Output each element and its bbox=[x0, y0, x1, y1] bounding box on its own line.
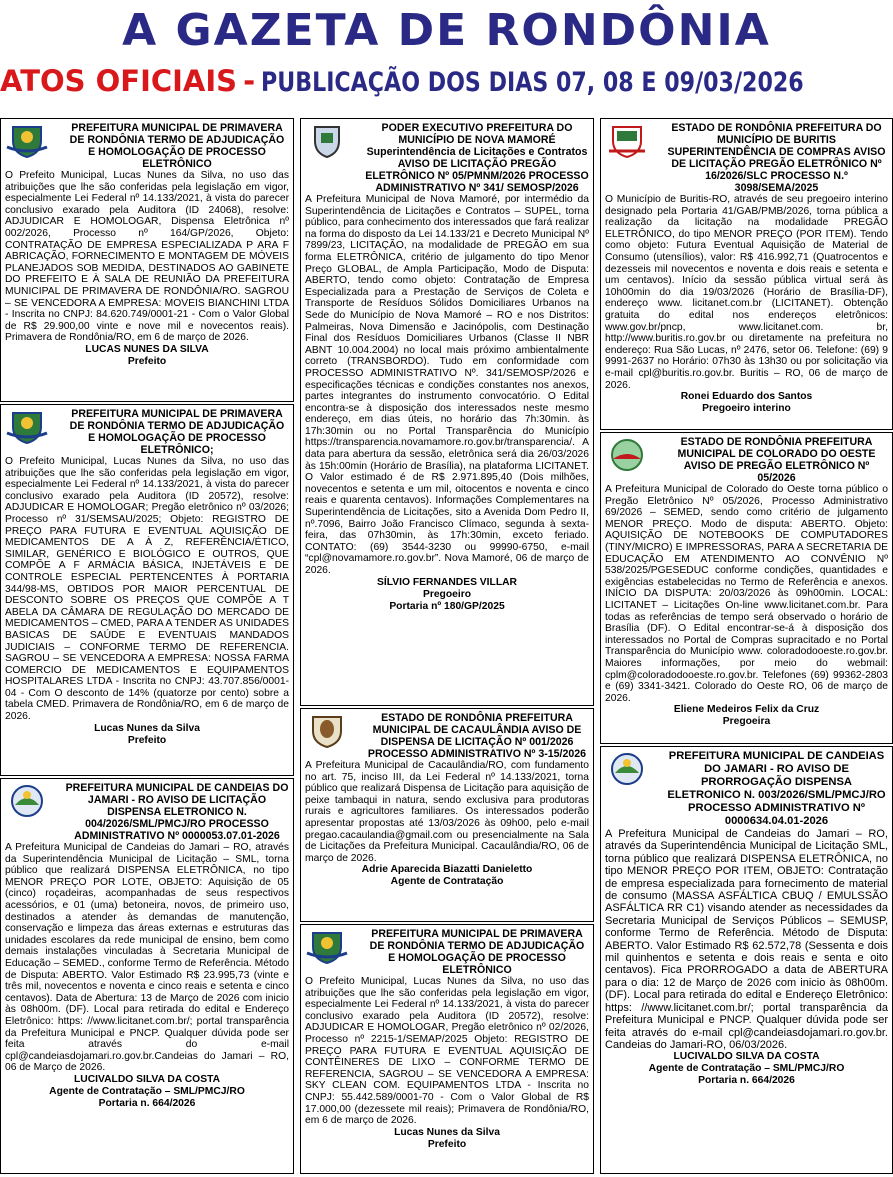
candeias-crest-icon bbox=[605, 751, 649, 787]
atos-oficiais-label: ATOS OFICIAIS bbox=[0, 64, 238, 98]
notice-candeias-1 bbox=[0, 778, 294, 1174]
notice-header: PREFEITURA MUNICIPAL DE PRIMAVERA DE RONDÔNIA TERMO DE ADJUDICAÇÃO E HOMOLOGAÇÃO DE PROCESSO ELETRÔNICO; bbox=[69, 408, 285, 456]
notice-body: O Prefeito Municipal, Lucas Nunes da Silva, no uso das atribuições que lhe são conferidas pela legislação em vigor, especialmente Lei Federal nº 14.133/2021, à vista do parecer conclusivo exarado pela Auditora (ID 20572), resolve: ADJUDICAR E HOMOLOGAR; Pregão eletrônico nº 03/2026; Processo nº 31/SEMSAU/2025; Objeto: REGISTRO DE PREÇO PARA FUTURA E EVENTUAL AQUISIÇÃO DE MEDICAMENTOS DE A À Z, REFERÊNCIA/ÉTICO, SIMILAR, GENÉRICO E BIOLÓGICO E OUTROS, QUE COMPÕE A F ARMÁCIA BÁSICA, INJETÁVEIS E DE CONTROLE ESPECIAL PERTENCENTES À PORTARIA 344/98-MS, OBTIDOS POR MAIOR PERCENTUAL DE DESCONTO SOBRE OS PREÇOS QUE COMPÕE A T ABELA DA CÂMARA DE REGULAÇÃO DO MERCADO DE MEDICAMENTOS – CMED, PARA A TENDER AS UNIDADES BASICAS DE SAÚDE E EVENTUAIS MANDADOS JUDICIAIS – CONFORME TERMO DE REFERENCIA. SAGROU – SE VENCEDORA A EMPRESA: NOSSA FARMA COMERCIO DE MEDICAMENTOS E EQUIPAMENTOS HOSPITALARES LTDA - Inscrita no CNPJ: 43.707.856/0001-04 - Com O desconto de 14% (quatorze por cento) sobre a tabela CMED. Primavera de Rondônia/RO, em 6 de março de 2026. bbox=[5, 456, 289, 723]
nova-mamore-crest-icon bbox=[305, 123, 349, 159]
signatory-role: Agente de Contratação – SML/PMCJ/RO bbox=[648, 1063, 845, 1075]
notice-header: ESTADO DE RONDÔNIA PREFEITURA MUNICIPAL DE CACAULÂNDIA AVISO DE DISPENSA DE LICITAÇÃO Nº 001/2026 PROCESSO ADMINISTRATIVO Nº 3-15/2026 bbox=[367, 712, 587, 760]
notice-header: PODER EXECUTIVO PREFEITURA DO MUNICÍPIO DE NOVA MAMORÉ Superintendência de Licitações e Contratos AVISO DE LICITAÇÃO PREGÃO ELETRÔNICO Nº 05/PMNM/2026 PROCESSO ADMINISTRATIVO Nº 341/ SEMOSP/2026 bbox=[365, 122, 589, 194]
notice-body: A Prefeitura Municipal de Nova Mamoré, por intermédio da Superintendência de Licitações e Contratos – SUPEL, torna público, para conhecimento dos interessados que fará realizar na forma do disposto da Lei 14.133/21 e Decreto Municipal Nº 7899/23, LICITAÇÃO, na modalidade de PREGÃO em sua forma ELETRÔNICA, critério de julgamento do tipo Menor Preço GLOBAL, de Ampla Participação, Modo de Disputa: ABERTO, tendo como objeto: Contratação de Empresa Especializada para a Prestação de Serviços de Coleta e Transporte de Resíduos Sólidos Domiciliares Urbanos na Sede do Município de Nova Mamoré – RO e nos Distritos: Palmeiras, Nova Dimensão e Jacinópolis, com Destinação Final dos Resíduos Domiciliares Urbanos (Classe II NBR ABNT 10.004.2004) no local mais próximo ambientalmente correto (TRANSBORDO). Tudo em conformidade com PROCESSO ADMINISTRATIVO Nº. 341/SEMOSP/2026 e especificações técnicas e condições constantes nos anexos, partes integrantes do instrumento convocatório. O Edital encontra-se à disposição dos interessados neste mesmo endereço, em dias úteis, no horário das 7h:30min. às 17h:30min ou no Portal Transparência do Município https://transparencia.novamamore.ro.gov.br/transparencia/. A data para abertura da sessão, eletrônica será dia 26/03/2026 às 15h:00min (Horário de Brasília), na plataforma LICITANET. O Valor estimado é de R$ 2.971.895,40 (Dois milhões, novecentos e setenta e um mil, oitocentos e noventa e cinco reais e quarenta centavos). Informações Complementares na Superintendência de Licitações, sito a Avenida Dom Pedro II, nº.7096, Bairro João Francisco Clímaco, segunda à sexta-feira, das 07h30min, às 17h:30min, exceto feriado. CONTATO: (69) 3544-3230 ou 99990-6750, e-mail “cpl@novamamore.ro.gov.br”. Nova Mamoré, 06 de março de 2026. bbox=[305, 194, 589, 576]
signatory-name: SÍLVIO FERNANDES VILLAR bbox=[377, 576, 517, 588]
signatory-name: LUCIVALDO SILVA DA COSTA bbox=[73, 1073, 221, 1085]
signatory-role: Prefeito bbox=[127, 734, 167, 746]
notice-primavera-1 bbox=[0, 118, 294, 402]
signatory-name: Adrie Aparecida Biazatti Danieletto bbox=[361, 864, 533, 876]
signatory-name: Ronei Eduardo dos Santos bbox=[680, 391, 813, 403]
signatory-name: Eliene Medeiros Felix da Cruz bbox=[673, 704, 820, 716]
signatory-role: Agente de Contratação bbox=[390, 876, 504, 888]
notice-cacaulandia bbox=[300, 708, 594, 922]
notice-body: O Município de Buritis-RO, através de seu pregoeiro interino designado pela Portaria 41/GAB/PMB/2026, torna pública a realização da licitação na modalidade PREGÃO ELETRÔNICO, do tipo MENOR PREÇO (POR ITEM). Tendo como objeto: Futura Eventual Aquisição de Material de Consumo (utensílios), valor: R$ 416.992,71 (Quatrocentos e dezesseis mil novecentos e noventa e dois reais e setenta e um centavos). Início da sessão pública virtual será às 10h00min do dia 19/03/2026 (Horário de Brasília-DF), endereço www. licitanet.com.br (LICITANET). Obtenção gratuita do edital nos endereços eletrônicos: www.gov.br/pncp, www.licitanet.com. br, http://www.buritis.ro.gov.br ou diretamente na prefeitura no endereço: Rua São Lucas, nº 2476, setor 06. Telefone: (69) 9 9991-2637 no Horário: 07h30 às 13h30 ou por solicitação via e-mail cpl@buritis.ro.gov.br. Buritis – RO, 06 de março de 2026. bbox=[605, 194, 888, 391]
notice-header: PREFEITURA MUNICIPAL DE CANDEIAS DO JAMARI - RO AVISO DE LICITAÇÃO DISPENSA ELETRONICO N. 004/2026/SML/PMCJ/RO PROCESSO ADMINISTRATIVO Nº 0000053.07.01-2026 bbox=[65, 782, 289, 842]
signatory-role: Pregoeiro interino bbox=[702, 403, 791, 415]
notice-header: ESTADO DE RONDÔNIA PREFEITURA DO MUNICÍPIO DE BURITIS SUPERINTENDÊNCIA DE COMPRAS AVISO DE LICITAÇÃO PREGÃO ELETRÔNICO Nº 16/2026/SLC PROCESSO N.º 3098/SEMA/2025 bbox=[667, 122, 886, 194]
notice-body: O Prefeito Municipal, Lucas Nunes da Silva, no uso das atribuições que lhe são conferidas pela legislação em vigor, especialmente Lei Federal nº 14.133/2021, à vista do parecer conclusivo exarado pela Auditora (ID 20572), resolve: ADJUDICAR E HOMOLOGAR, Pregão eletrônico nº 02/2026, Processo nº 2215-1/SEMAP/2025 Objeto: REGISTRO DE PREÇO PARA FUTURA E EVENTUAL AQUISIÇÃO DE CONTÊINERES DE LIXO – CONFORME TERMO DE REFERENCIA, SAGROU – SE VENCEDORA A EMPRESA: SKY CLEAN COM. EQUIPAMENTOS LTDA - Inscrita no CNPJ: 55.442.589/0001-70 - Com o Valor Global de R$ 17.000,00 (dezessete mil reais); Primavera de Rondônia/RO, em 6 de março de 2026. bbox=[305, 976, 589, 1127]
colorado-crest-icon bbox=[605, 437, 649, 473]
publication-dates: PUBLICAÇÃO DOS DIAS 07, 08 E 09/03/2026 bbox=[261, 67, 804, 98]
masthead bbox=[0, 0, 893, 62]
primavera-crest-icon bbox=[5, 409, 49, 445]
signatory-portaria: Portaria n. 664/2026 bbox=[98, 1097, 196, 1109]
notice-body: A Prefeitura Municipal de Candeias do Jamari – RO, através da Superintendência Municipal de Licitação – SML, torna público que realizará DISPENSA ELETRÔNICA, no tipo MENOR PREÇO POR LOTE, OBJETO: Aquisição de 05 (cinco) roçadeiras, acompanhadas de seus respectivos acessórios, e 01 (uma) betoneira, novos, de primeiro uso, destinados a atender às demandas de manutenção, conservação e limpeza das áreas externas e estruturas das unidades escolares da rede municipal de ensino, bem como demais instalações vinculadas à Secretaria Municipal de Educação – SEMED., conforme Termo de Referência. Método de Disputa: ABERTO. Valor Estimado R$ 23.995,73 (vinte e três mil, novecentos e noventa e cinco reais e setenta e cinco centavos). Data de Abertura: 13 de Março de 2026 com inicio às 08h00m. (DF). Local para retirada do edital e Endereço Eletrônico: https: //www.licitanet.com.br/; portal transparência da Prefeitura Municipal e PNCP. Qualquer dúvida pode ser feita através do e-mail cpl@candeiasdojamari.ro.gov.br.Candeias do Jamari – RO, 06 de Março de 2026. bbox=[5, 842, 289, 1074]
notice-colorado bbox=[600, 432, 893, 744]
newspaper-title: A GAZETA DE RONDÔNIA bbox=[122, 5, 771, 56]
signatory-name: LUCAS NUNES DA SILVA bbox=[85, 343, 209, 355]
buritis-crest-icon bbox=[605, 123, 649, 159]
signatory-name: Lucas Nunes da Silva bbox=[94, 722, 200, 734]
signatory-name: LUCIVALDO SILVA DA COSTA bbox=[673, 1051, 820, 1063]
signatory-role: Prefeito bbox=[127, 355, 167, 367]
notice-header: ESTADO DE RONDÔNIA PREFEITURA MUNICIPAL DE COLORADO DO OESTE AVISO DE PREGÃO ELETRÔNICO Nº 05/2026 bbox=[677, 436, 876, 484]
signatory-role: Prefeito bbox=[427, 1138, 467, 1150]
notice-body: A Prefeitura Municipal de Colorado do Oeste torna público o Pregão Eletrônico Nº 05/2026, Processo Administrativo 69/2026 – SEMED, sendo como critério de julgamento MENOR PREÇO. Modo de disputa: ABERTO. Objeto: AQUISIÇÃO DE NOTEBOOKS DE COMPUTADORES (TINY/MICRO) E IMPRESSORAS, PARA A SECRETARIA DE EDUCAÇÃO EM ATENDIMENTO AO CONVÊNIO Nº 538/2025/PGESEDUC conforme condições, quantidades e exigências estabelecidas no Termo de Referência e anexos. INÍCIO DA DISPUTA: 20/03/2026 às 09h00min. LOCAL: LICITANET – Licitações On-line www.licitanet.com.br. Para todas as referências de tempo será observado o horário de Brasília (DF). O Edital encontrar-se-á à disposição dos interessados no Portal de Compras supracitado e no Portal Transparência do Município www. coloradodooeste.ro.gov.br. Maiores informações, por meio do webmail: cplm@coloradodooeste.ro.gov.br. Telefones (69) 99362-2803 e (69) 3341-3421. Colorado do Oeste RO, 06 de março de 2026. bbox=[605, 484, 888, 704]
signatory-portaria: Portaria nº 180/GP/2025 bbox=[389, 600, 505, 612]
notice-body: A Prefeitura Municipal de Cacaulândia/RO, com fundamento no art. 75, inciso III, da Lei Federal nº 14.133/2021, torna público que realizará Dispensa de Licitação para aquisição de peixe tambaqui in natura, sendo exclusiva para produtoras rurais e agricultores familiares. Os interessados poderão apresentar propostas até 13/03/2026 às 09h00, pelo e-mail pregao.cacaulandia@gmail.com ou presencialmente na Sala de Licitações da Prefeitura Municipal. Cacaulândia/RO, 06 de março de 2026. bbox=[305, 760, 589, 864]
signatory-role: Pregoeira bbox=[722, 716, 771, 728]
notice-primavera-3 bbox=[300, 924, 594, 1174]
candeias-crest-icon bbox=[5, 783, 49, 819]
primavera-crest-icon bbox=[305, 929, 349, 965]
signatory-portaria: Portaria n. 664/2026 bbox=[698, 1075, 795, 1087]
notice-primavera-2 bbox=[0, 404, 294, 776]
subhead-separator: - bbox=[243, 64, 256, 98]
notice-nova-mamore bbox=[300, 118, 594, 706]
notice-header: PREFEITURA MUNICIPAL DE CANDEIAS DO JAMARI - RO AVISO DE PRORROGAÇÃO DISPENSA ELETRONICO N. 003/2026/SML/PMCJ/RO PROCESSO ADMINISTRATIVO Nº 0000634.04.01-2026 bbox=[667, 750, 886, 827]
notice-body: A Prefeitura Municipal de Candeias do Jamari – RO, através da Superintendência Municipal de Licitação SML, torna público que realizará DISPENSA ELETRÔNICA, no tipo MENOR PREÇO POR ITEM, OBJETO: Contratação de empresa especializada para fornecimento de material de consumo (MASSA ASFÁLTICA CBUQ / EMULSSÃO ASFÁLTICA RR C1) visando atender as necessidades da Secretaria Municipal de Serviços Públicos – SEMUSP, conforme Termo de Referência. Método de Disputa: ABERTO. Valor Estimado R$ 62.572,78 (Sessenta e dois mil quinhentos e setenta e dois reais e senta e oito centavos). Fica PRORROGADO a data de ABERTURA para o dia: 12 de Março de 2026 com inicio às 08h00m. (DF). Local para retirada do edital e Endereço Eletrônico: https: //www.licitanet.com.br/; portal transparência da Prefeitura Municipal e PNCP. Qualquer dúvida pode ser feita através do e-mail cpl@candeiasdojamari.ro.gov.br. Candeias do Jamari-RO, 06/03/2026. bbox=[605, 828, 888, 1051]
notice-buritis bbox=[600, 118, 893, 430]
notice-header: PREFEITURA MUNICIPAL DE PRIMAVERA DE RONDÔNIA TERMO DE ADJUDICAÇÃO E HOMOLOGAÇÃO DE PROCESSO ELETRÔNICO bbox=[369, 928, 585, 976]
notice-body: O Prefeito Municipal, Lucas Nunes da Silva, no uso das atribuições que lhe são conferidas pela legislação em vigor, especialmente Lei Federal nº 14.133/2021, à vista do parecer conclusivo exarado pela Auditora (ID 24068), resolve: ADJUDICAR E HOMOLOGAR, Dispensa Eletrônica nº 002/2026, Processo nº 164/GP/2026, Objeto: CONTRATAÇÃO DE EMPRESA ESPECIALIZADA P ARA F ABRICAÇÃO, FORNECIMENTO E MONTAGEM DE MÓVEIS PLANEJADOS SOB MEDIDA, DESTINADOS AO GABINETE DO PREFEITO E À SALA DE REUNIÃO DA PREFEITURA MUNICIPAL DE PRIMAVERA DE RONDÔNIA/RO. SAGROU – SE VENCEDORA A EMPRESA: MOVEIS BIANCHINI LTDA - Inscrita no CNPJ: 84.620.749/0001-21 - Com o Valor Global de R$ 29.900,00 vinte e nove mil e novecentos reais). Primavera de Rondônia/RO, em 6 de março de 2026. bbox=[5, 170, 289, 344]
notice-candeias-2 bbox=[600, 746, 893, 1174]
signatory-role: Pregoeiro bbox=[422, 588, 472, 600]
primavera-crest-icon bbox=[5, 123, 49, 159]
signatory-name: Lucas Nunes da Silva bbox=[394, 1126, 500, 1138]
subhead bbox=[0, 64, 893, 114]
notice-header: PREFEITURA MUNICIPAL DE PRIMAVERA DE RONDÔNIA TERMO DE ADJUDICAÇÃO E HOMOLOGAÇÃO DE PROCESSO ELETRÔNICO bbox=[69, 122, 285, 170]
cacaulandia-crest-icon bbox=[305, 713, 349, 749]
signatory-role: Agente de Contratação – SML/PMCJ/RO bbox=[49, 1085, 245, 1097]
